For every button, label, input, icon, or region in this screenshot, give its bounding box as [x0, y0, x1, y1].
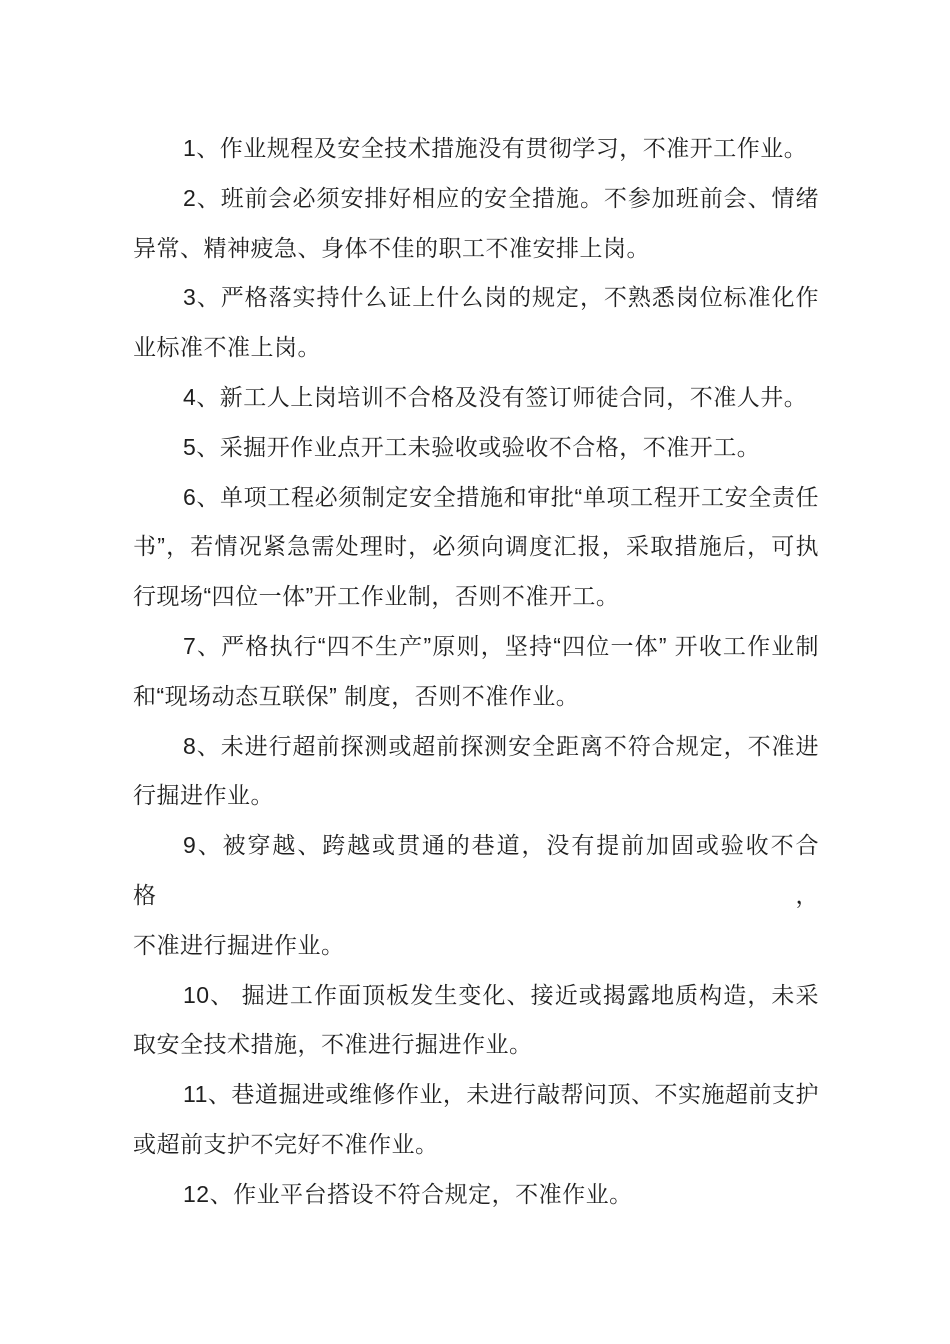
text-line: 12、作业平台搭设不符合规定，不准作业。 — [183, 1180, 633, 1207]
text-line: 8、未进行超前探测或超前探测安全距离不符合规定，不准进 — [183, 732, 819, 759]
text-line: 书”，若情况紧急需处理时，必须向调度汇报，采取措施后，可执 — [133, 533, 819, 560]
paragraph-5 — [133, 423, 819, 473]
paragraph-10 — [133, 971, 819, 1071]
paragraph-6 — [133, 473, 819, 622]
text-line: 或超前支护不完好不准作业。 — [133, 1130, 439, 1157]
paragraph-9 — [133, 821, 819, 970]
document-body — [133, 124, 819, 1220]
paragraph-11 — [133, 1070, 819, 1170]
text-line: 4、新工人上岗培训不合格及没有签订师徒合同，不准人井。 — [183, 383, 808, 410]
text-line: 业标准不准上岗。 — [133, 334, 321, 361]
paragraph-4 — [133, 373, 819, 423]
text-line: 1、作业规程及安全技术措施没有贯彻学习，不准开工作业。 — [183, 135, 808, 161]
text-line: 10、 掘进工作面顶板发生变化、接近或揭露地质构造，未采 — [183, 981, 819, 1008]
paragraph-8 — [133, 722, 819, 822]
paragraph-7 — [133, 622, 819, 722]
text-line: 异常、精神疲急、身体不佳的职工不准安排上岗。 — [133, 234, 650, 261]
paragraph-1 — [133, 124, 819, 174]
text-line: 不准进行掘进作业。 — [133, 931, 345, 958]
paragraph-2 — [133, 174, 819, 274]
text-line: 9、被穿越、跨越或贯通的巷道，没有提前加固或验收不合格， — [133, 832, 819, 908]
text-line: 3、严格落实持什么证上什么岗的规定，不熟悉岗位标准化作 — [183, 284, 819, 311]
text-line: 行现场“四位一体”开工作业制，否则不准开工。 — [133, 583, 620, 610]
text-line: 2、班前会必须安排好相应的安全措施。不参加班前会、情绪 — [183, 184, 819, 211]
text-line: 取安全技术措施，不准进行掘进作业。 — [133, 1031, 533, 1058]
paragraph-3 — [133, 273, 819, 373]
text-line: 5、采掘开作业点开工未验收或验收不合格，不准开工。 — [183, 433, 761, 460]
text-line: 11、巷道掘进或维修作业，未进行敲帮问顶、不实施超前支护 — [183, 1081, 819, 1108]
text-line: 行掘进作业。 — [133, 782, 274, 809]
text-line: 6、单项工程必须制定安全措施和审批“单项工程开工安全责任 — [183, 483, 819, 510]
text-line: 7、严格执行“四不生产”原则，坚持“四位一体” 开收工作业制 — [183, 632, 819, 659]
paragraph-12 — [133, 1170, 819, 1220]
text-line: 和“现场动态互联保” 制度，否则不准作业。 — [133, 682, 580, 709]
